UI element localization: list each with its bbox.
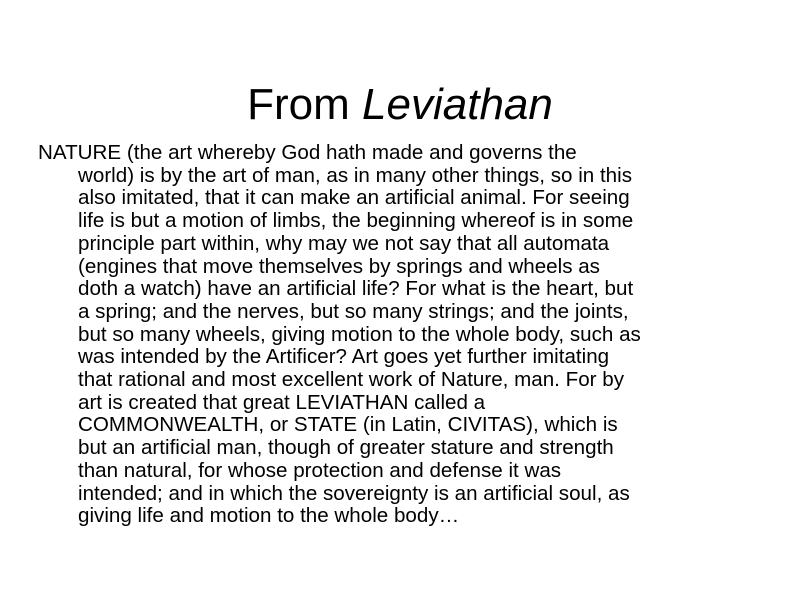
paragraph-line: but so many wheels, giving motion to the whole body, such as bbox=[78, 322, 641, 346]
paragraph-line: but an artificial man, though of greater stature and strength bbox=[78, 436, 614, 460]
paragraph-line: art is created that great LEVIATHAN called a bbox=[78, 390, 486, 414]
paragraph-line: a spring; and the nerves, but so many strings; and the joints, bbox=[78, 299, 629, 323]
title-prefix: From bbox=[247, 80, 363, 130]
paragraph-line: than natural, for whose protection and defense it was bbox=[78, 458, 562, 482]
quotation-paragraph bbox=[38, 142, 750, 528]
paragraph-line: NATURE (the art whereby God hath made and governs the bbox=[38, 141, 577, 164]
paragraph-line: doth a watch) have an artificial life? For what is the heart, but bbox=[78, 277, 634, 301]
paragraph-line: life is but a motion of limbs, the beginning whereof is in some bbox=[78, 209, 634, 233]
page-title bbox=[0, 77, 800, 133]
paragraph-line: giving life and motion to the whole body… bbox=[78, 504, 460, 528]
paragraph-line: principle part within, why may we not say that all automata bbox=[78, 231, 610, 255]
title-emphasis: Leviathan bbox=[362, 80, 553, 130]
paragraph-line: intended; and in which the sovereignty is an artificial soul, as bbox=[78, 481, 630, 505]
paragraph-line: was intended by the Artificer? Art goes yet further imitating bbox=[78, 345, 610, 369]
paragraph-line: COMMONWEALTH, or STATE (in Latin, CIVITAS), which is bbox=[78, 413, 618, 437]
paragraph-line: world) is by the art of man, as in many other things, so in this bbox=[78, 163, 632, 187]
paragraph-line: also imitated, that it can make an artificial animal. For seeing bbox=[78, 186, 630, 210]
paragraph-line: (engines that move themselves by springs and wheels as bbox=[78, 254, 600, 278]
paragraph-line: that rational and most excellent work of Nature, man. For by bbox=[78, 368, 624, 392]
